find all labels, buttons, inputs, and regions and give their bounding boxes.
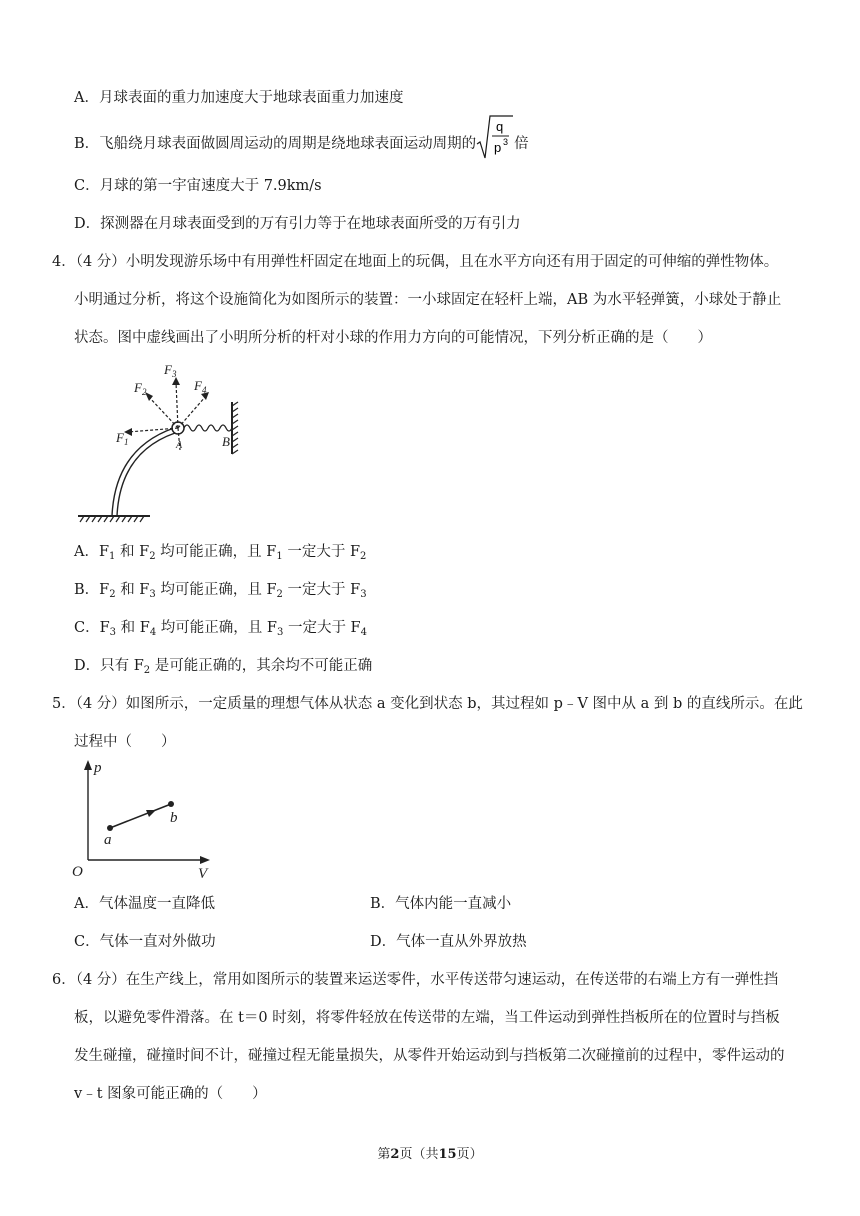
page-number: 2 [390,1147,400,1162]
frac-denominator: p [494,140,502,155]
f3-line [176,382,178,428]
q3-option-d: D．探测器在月球表面受到的万有引力等于在地球表面所受的万有引力 [74,216,521,232]
page-footer: 第2页（共15页） [377,1147,483,1162]
label-a: a [104,832,112,848]
total-pages: 15 [438,1147,457,1162]
point-a [107,825,113,831]
v-axis-arrow-icon [200,856,210,864]
f2-line [148,396,178,428]
q4-option-a: A．$F_1$ 和 $F_2$ 均可能正确，且 $F_1$ 一定大于 $F_2$ [74,544,367,562]
label-a: A [176,440,183,451]
process-arrow-icon [146,810,156,817]
q4-stem-line2: 小明通过分析，将这个设施简化为如图所示的装置：一小球固定在轻杆上端，AB 为水平轻弹簧，小球处于静止 [74,292,782,308]
q3-option-c: C．月球的第一宇宙速度大于 7.9km/s [74,178,322,194]
q6-stem-line3: 发生碰撞，碰撞时间不计，碰撞过程无能量损失，从零件开始运动到与挡板第二次碰撞前的过程中，零件运动的 [74,1048,785,1064]
q4-option-c: C．$F_3$ 和 $F_4$ 均可能正确，且 $F_3$ 一定大于 $F_4$ [74,620,367,638]
label-o: O [72,864,83,880]
frac-numerator: q [496,119,504,134]
sqrt-fraction [476,114,514,160]
q6-stem-line1: 6．（4 分）在生产线上，常用如图所示的装置来运送零件，水平传送带匀速运动，在传送带的右端上方有一弹性挡 [52,972,779,988]
sqrt-symbol-icon [476,114,514,160]
label-p: p [94,760,102,776]
pv-diagram [70,758,220,880]
label-b: b [170,810,178,826]
q3-option-b-suffix: 倍 [514,136,529,152]
label-f1: $F_1$ [116,430,129,447]
spring-rod-figure [74,362,254,524]
p-axis-arrow-icon [84,760,92,770]
q3-option-b [74,119,529,160]
spring [184,425,232,431]
q5-stem-line1: 5．（4 分）如图所示，一定质量的理想气体从状态 a 变化到状态 b，其过程如 p﹣V 图中从 a 到 b 的直线所示。在此 [52,696,803,712]
process-line [110,804,171,828]
label-f2: $F_2$ [134,380,147,397]
q6-stem-line2: 板，以避免零件滑落。在 t＝0 时刻，将零件轻放在传送带的左端，当工件运动到弹性挡板所在的位置时与挡板 [74,1010,780,1026]
q5-stem-line2: 过程中（ ） [74,734,176,750]
q3-option-b-prefix: B．飞船绕月球表面做圆周运动的周期是绕地球表面运动周期的 [74,136,477,152]
q4-option-b: B．$F_2$ 和 $F_3$ 均可能正确，且 $F_2$ 一定大于 $F_3$ [74,582,367,600]
q5-option-b: B．气体内能一直减小 [370,896,512,912]
q4-option-d: D．只有 $F_2$ 是可能正确的，其余均不可能正确 [74,658,373,676]
point-b [168,801,174,807]
q4-stem-line1: 4．（4 分）小明发现游乐场中有用弹性杆固定在地面上的玩偶，且在水平方向还有用于固定的可伸缩的弹性物体。 [52,254,779,270]
q5-option-a: A．气体温度一直降低 [74,896,215,912]
label-f3: $F_3$ [164,362,177,379]
q5-option-d: D．气体一直从外界放热 [370,934,527,950]
q3-option-a: A．月球表面的重力加速度大于地球表面重力加速度 [74,90,404,106]
label-f4: $F_4$ [194,378,207,395]
q5-option-c: C．气体一直对外做功 [74,934,216,950]
q6-stem-line4: v﹣t 图象可能正确的（ ） [74,1086,267,1102]
label-b: B [222,434,230,449]
label-v: V [198,866,208,880]
f4-line [178,396,206,428]
q4-stem-line3: 状态。图中虚线画出了小明所分析的杆对小球的作用力方向的可能情况，下列分析正确的是（ ） [74,330,712,346]
frac-exponent: 3 [503,137,509,147]
